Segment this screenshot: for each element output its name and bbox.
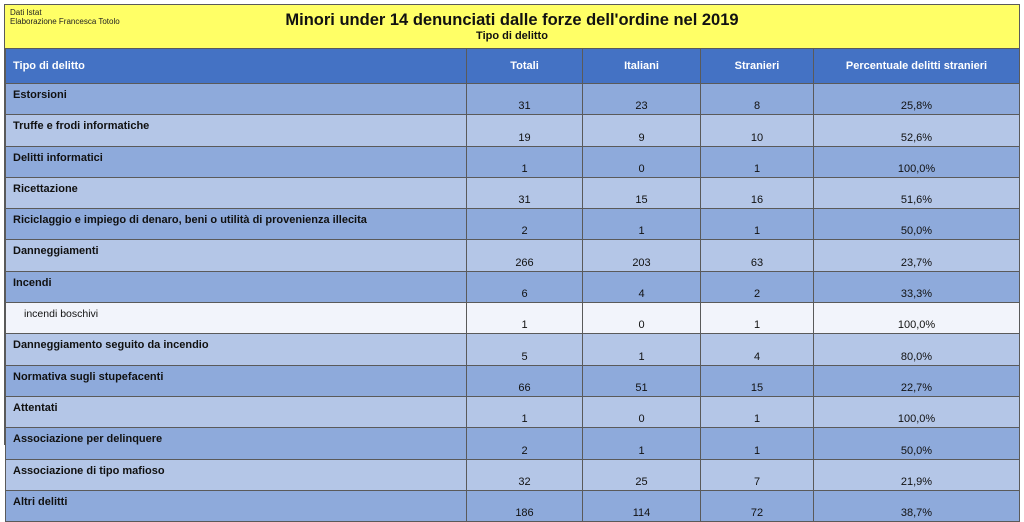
- row-label: Truffe e frodi informatiche: [6, 115, 467, 146]
- cell-stranieri: 1: [701, 396, 814, 427]
- cell-percentuale: 22,7%: [814, 365, 1020, 396]
- cell-totali: 1: [467, 146, 583, 177]
- row-label: Danneggiamenti: [6, 240, 467, 271]
- column-header-italiani: Italiani: [583, 49, 701, 84]
- cell-totali: 2: [467, 428, 583, 459]
- row-label: Ricettazione: [6, 177, 467, 208]
- table-row: [6, 490, 1020, 521]
- cell-percentuale: 51,6%: [814, 177, 1020, 208]
- cell-totali: 31: [467, 84, 583, 115]
- cell-percentuale: 50,0%: [814, 428, 1020, 459]
- table-row: [6, 334, 1020, 365]
- table-row: [6, 303, 1020, 334]
- column-header-stranieri: Stranieri: [701, 49, 814, 84]
- table-row: [6, 146, 1020, 177]
- cell-totali: 19: [467, 115, 583, 146]
- table-row: [6, 428, 1020, 459]
- cell-percentuale: 50,0%: [814, 209, 1020, 240]
- cell-stranieri: 1: [701, 303, 814, 334]
- cell-totali: 31: [467, 177, 583, 208]
- cell-stranieri: 72: [701, 490, 814, 521]
- cell-percentuale: 100,0%: [814, 146, 1020, 177]
- column-header-percentuale: Percentuale delitti stranieri: [814, 49, 1020, 84]
- table-row: [6, 396, 1020, 427]
- cell-totali: 1: [467, 396, 583, 427]
- table-header-row: [6, 49, 1020, 84]
- cell-percentuale: 100,0%: [814, 396, 1020, 427]
- cell-totali: 186: [467, 490, 583, 521]
- row-label: Estorsioni: [6, 84, 467, 115]
- cell-italiani: 0: [583, 146, 701, 177]
- cell-stranieri: 2: [701, 271, 814, 302]
- title-band: [5, 5, 1019, 49]
- row-label: Riciclaggio e impiego di denaro, beni o utilità di provenienza illecita: [6, 209, 467, 240]
- cell-stranieri: 15: [701, 365, 814, 396]
- source-line-2: Elaborazione Francesca Totolo: [10, 17, 120, 26]
- row-label: Altri delitti: [6, 490, 467, 521]
- cell-stranieri: 1: [701, 146, 814, 177]
- table-row: [6, 177, 1020, 208]
- cell-stranieri: 63: [701, 240, 814, 271]
- page-title: Minori under 14 denunciati dalle forze dell'ordine nel 2019: [285, 11, 739, 29]
- row-label: Incendi: [6, 271, 467, 302]
- row-label: Delitti informatici: [6, 146, 467, 177]
- cell-percentuale: 25,8%: [814, 84, 1020, 115]
- table-row: [6, 115, 1020, 146]
- cell-percentuale: 33,3%: [814, 271, 1020, 302]
- table-row: [6, 84, 1020, 115]
- cell-percentuale: 100,0%: [814, 303, 1020, 334]
- cell-stranieri: 1: [701, 209, 814, 240]
- cell-stranieri: 16: [701, 177, 814, 208]
- cell-italiani: 203: [583, 240, 701, 271]
- row-label: incendi boschivi: [6, 303, 467, 334]
- column-header-tipo: Tipo di delitto: [6, 49, 467, 84]
- cell-totali: 66: [467, 365, 583, 396]
- cell-totali: 1: [467, 303, 583, 334]
- cell-italiani: 23: [583, 84, 701, 115]
- cell-italiani: 51: [583, 365, 701, 396]
- cell-stranieri: 1: [701, 428, 814, 459]
- report-sheet: [4, 4, 1020, 520]
- cell-italiani: 0: [583, 396, 701, 427]
- row-label: Danneggiamento seguito da incendio: [6, 334, 467, 365]
- row-label: Associazione di tipo mafioso: [6, 459, 467, 490]
- cell-totali: 2: [467, 209, 583, 240]
- table-row: [6, 365, 1020, 396]
- cell-italiani: 114: [583, 490, 701, 521]
- cell-percentuale: 38,7%: [814, 490, 1020, 521]
- cell-totali: 5: [467, 334, 583, 365]
- cell-percentuale: 52,6%: [814, 115, 1020, 146]
- cell-italiani: 9: [583, 115, 701, 146]
- source-line-1: Dati Istat: [10, 8, 42, 17]
- cell-italiani: 25: [583, 459, 701, 490]
- cell-stranieri: 10: [701, 115, 814, 146]
- cell-italiani: 0: [583, 303, 701, 334]
- row-label: Attentati: [6, 396, 467, 427]
- page-subtitle: Tipo di delitto: [476, 30, 548, 42]
- cell-percentuale: 23,7%: [814, 240, 1020, 271]
- cell-totali: 6: [467, 271, 583, 302]
- cell-italiani: 15: [583, 177, 701, 208]
- cell-totali: 266: [467, 240, 583, 271]
- cell-italiani: 4: [583, 271, 701, 302]
- cell-italiani: 1: [583, 428, 701, 459]
- row-label: Associazione per delinquere: [6, 428, 467, 459]
- row-label: Normativa sugli stupefacenti: [6, 365, 467, 396]
- cell-italiani: 1: [583, 209, 701, 240]
- cell-percentuale: 21,9%: [814, 459, 1020, 490]
- cell-stranieri: 7: [701, 459, 814, 490]
- cell-stranieri: 4: [701, 334, 814, 365]
- table-row: [6, 209, 1020, 240]
- column-header-totali: Totali: [467, 49, 583, 84]
- table-row: [6, 271, 1020, 302]
- cell-stranieri: 8: [701, 84, 814, 115]
- cell-percentuale: 80,0%: [814, 334, 1020, 365]
- cell-totali: 32: [467, 459, 583, 490]
- table-row: [6, 459, 1020, 490]
- table-row: [6, 240, 1020, 271]
- cell-italiani: 1: [583, 334, 701, 365]
